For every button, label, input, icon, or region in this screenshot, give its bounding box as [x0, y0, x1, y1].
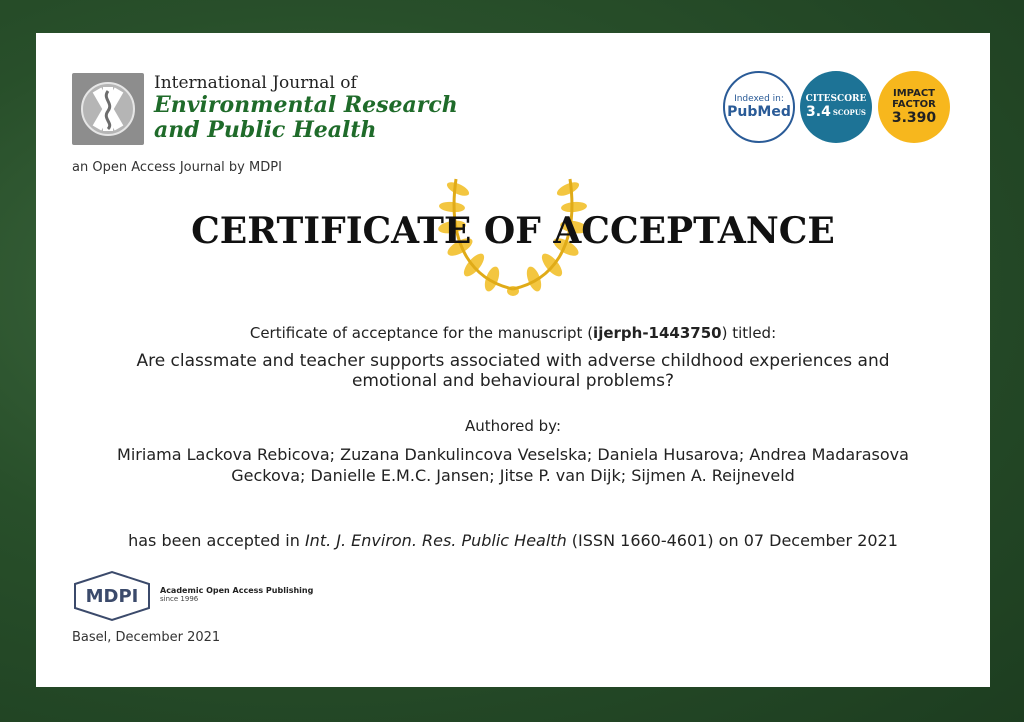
certificate-title: CERTIFICATE OF ACCEPTANCE	[191, 210, 835, 252]
journal-name-line1: International Journal of	[154, 73, 357, 93]
mdpi-tagline	[160, 586, 313, 603]
author-list: Miriama Lackova Rebicova; Zuzana Dankulincova Veselska; Daniela Husarova; Andrea Madarasova Geckova; Danielle E.M.C. Jansen; Jitse P. van Dijk; Sijmen A. Reijneveld	[117, 445, 909, 485]
authored-by-label: Authored by:	[464, 417, 562, 435]
pubmed-label: PubMed	[727, 104, 791, 120]
mdpi-hexagon-icon	[70, 570, 154, 626]
impact-label-2: FACTOR	[892, 99, 936, 110]
journal-name	[154, 73, 458, 143]
mdpi-since: since 1996	[160, 595, 199, 603]
journal-name-line3: and Public Health	[154, 117, 377, 143]
impact-label-1: IMPACT	[893, 88, 935, 99]
citescore-value: 3.4	[806, 104, 831, 120]
acceptance-statement	[106, 530, 920, 551]
manuscript-id: ijerph-1443750	[593, 324, 722, 342]
certificate-page	[36, 33, 990, 687]
citescore-label: CITESCORE	[805, 94, 867, 104]
manuscript-title: Are classmate and teacher supports associated with adverse childhood experiences and emotional and behavioural problems?	[136, 351, 890, 391]
intro-after: ) titled:	[721, 324, 777, 342]
accepted-after: (ISSN 1660-4601) on 07 December 2021	[566, 531, 898, 550]
intro-before: Certificate of acceptance for the manuscript (	[249, 324, 594, 342]
impact-value: 3.390	[891, 110, 937, 126]
publisher-line: an Open Access Journal by MDPI	[72, 160, 282, 175]
accepted-before: has been accepted in	[128, 531, 305, 550]
journal-logo-icon	[72, 73, 144, 145]
impact-factor-badge	[878, 71, 950, 143]
mdpi-tagline-main: Academic Open Access Publishing	[160, 586, 314, 595]
citescore-badge	[800, 71, 872, 143]
pubmed-badge	[723, 71, 795, 143]
journal-abbreviation: Int. J. Environ. Res. Public Health	[304, 531, 567, 550]
mdpi-logo-text: MDPI	[85, 586, 139, 607]
journal-name-line2: Environmental Research	[154, 92, 458, 118]
place-date: Basel, December 2021	[72, 630, 221, 645]
citescore-source: SCOPUS	[832, 107, 866, 117]
manuscript-intro	[106, 324, 920, 342]
pubmed-indexed-label: Indexed in:	[734, 94, 784, 104]
